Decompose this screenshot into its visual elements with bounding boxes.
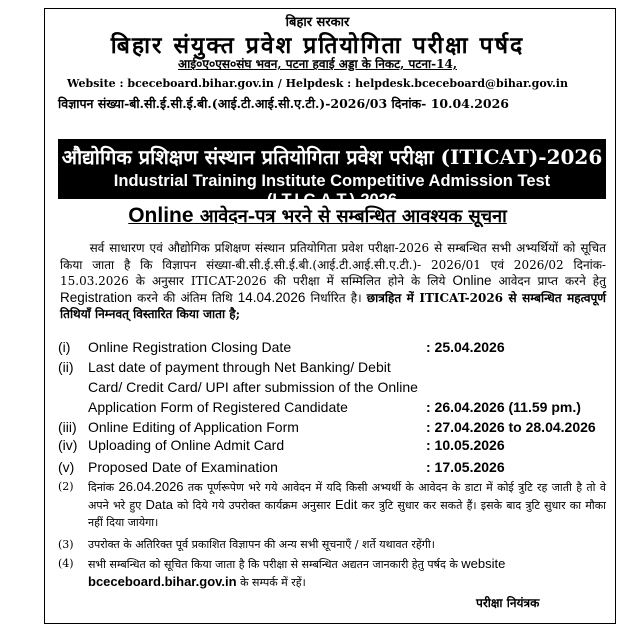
banner-hindi-title: औद्योगिक प्रशिक्षण संस्थान प्रतियोगिता प्रवेश परीक्षा (ITICAT)-2026 <box>61 145 603 169</box>
intro-online: Online <box>452 273 492 288</box>
schedule-number: (i) <box>58 339 71 355</box>
schedule-date: : 26.04.2026 (11.59 pm.) <box>426 399 581 415</box>
intro-bold-tail: छात्रहित में ITICAT-2026 से सम्बन्धित महत्वपूर्ण तिथियाँ निम्नवत् विस्तारित किया जाता है; <box>60 290 606 321</box>
schedule-label: Online Editing of Application Form <box>88 419 299 435</box>
intro-registration: Registration <box>60 289 133 305</box>
board-name: बिहार संयुक्त प्रवेश प्रतियोगिता परीक्षा पर्षद <box>110 32 525 59</box>
schedule-label-line-2: Card/ Credit Card/ UPI after submission of the Online <box>88 379 418 395</box>
note-text <box>88 555 606 591</box>
schedule-date: : 27.04.2026 to 28.04.2026 <box>426 419 596 435</box>
schedule-label: Online Registration Closing Date <box>88 339 292 355</box>
schedule-number: (iii) <box>58 419 77 435</box>
note-data: Data <box>145 497 173 512</box>
note-number: (4) <box>58 557 74 570</box>
title-banner <box>58 139 606 209</box>
schedule-date: : 10.05.2026 <box>426 437 505 453</box>
intro-part-2: आवेदन प्राप्त करने हेतु <box>491 274 606 288</box>
note-part: तक पूर्णरूपेण भरे गये आवेदन में यदि किसी अभ्यर्थी के आवेदन के डाटा में कोई त्रुटि रह जाती है तो वे अपने भरे हुए <box>88 481 606 512</box>
website-link[interactable]: bceceboard.bihar.gov.in <box>127 77 274 90</box>
schedule-number: (iv) <box>58 437 78 453</box>
subject-text: आवेदन-पत्र भरने से सम्बन्धित आवश्यक सूचना <box>193 206 507 227</box>
government-label: बिहार सरकार <box>285 15 350 30</box>
intro-part-1: सर्व साधारण एवं औद्योगिक प्रशिक्षण संस्थान प्रतियोगिता प्रवेश परीक्षा-2026 से सम्बन्धित सभी अभ्यर्थियों को सूचित किया जाता है कि विज्ञापन संख्या-बी.सी.ई.सी.ई.बी.(आई.टी.आई.सी.ए.टी.)- 2026/01 एवं 2026/02 दिनांक- 15.03.2026 के अनुसार ITICAT-2026 की परीक्षा में सम्मिलित होने के लिये <box>60 241 606 288</box>
schedule-label-line-3: Application Form of Registered Candidate <box>88 399 348 415</box>
note-part: सभी सम्बन्धित को सूचित किया जाता है कि परीक्षा से सम्बन्धित अद्यतन जानकारी हेतु पर्षद के <box>88 558 462 571</box>
schedule-number: (v) <box>58 459 75 475</box>
note-item <box>58 536 606 554</box>
note-website-link[interactable]: bceceboard.bihar.gov.in <box>88 574 237 589</box>
subject-online: Online <box>128 204 194 227</box>
controller-signature: परीक्षा नियंत्रक <box>476 596 540 610</box>
note-part: दिनांक <box>88 481 119 494</box>
intro-part-3: करने की अंतिम तिथि <box>132 290 238 305</box>
intro-last-date: 14.04.2026 <box>237 289 306 305</box>
note-part: को दिये गये उपरोक्त कार्यक्रम अनुसार <box>172 499 335 512</box>
intro-paragraph <box>60 240 606 323</box>
schedule-label: Proposed Date of Examination <box>88 459 278 475</box>
note-website-word: website <box>461 556 506 571</box>
note-part: के सम्पर्क में रहें। <box>236 576 306 589</box>
schedule-date: : 17.05.2026 <box>426 459 505 475</box>
schedule-label-line-1: Last date of payment through Net Banking/ Debit <box>88 359 391 375</box>
advertisement-number: विज्ञापन संख्या-बी.सी.ई.सी.ई.बी.(आई.टी.आई.सी.ए.टी.)-2026/03 दिनांक- 10.04.2026 <box>58 96 509 111</box>
schedule-number: (ii) <box>58 359 74 375</box>
note-date: 26.04.2026 <box>118 479 184 494</box>
schedule-date: : 25.04.2026 <box>426 339 505 355</box>
note-edit: Edit <box>335 497 358 512</box>
note-part: कर त्रुटि सुधार कर सकते हैं। इसके बाद त्रुटि सुधार का मौका नहीं दिया जायेगा। <box>88 499 607 529</box>
helpdesk-email[interactable]: helpdesk.bceceboard@bihar.gov.in <box>355 77 568 90</box>
intro-part-4: निर्धारित है। <box>305 290 367 305</box>
banner-english-title: Industrial Training Institute Competitive Admission Test (I.T.I.C.A.T.)-2026 <box>113 172 551 209</box>
note-number: (3) <box>58 538 74 551</box>
note-text <box>88 478 606 531</box>
helpdesk-label: / Helpdesk : <box>277 77 352 90</box>
notice-subject <box>0 204 635 228</box>
website-label: Website : <box>67 77 124 90</box>
note-number: (2) <box>58 480 74 493</box>
schedule-label: Uploading of Online Admit Card <box>88 437 285 453</box>
note-text: उपरोक्त के अतिरिक्त पूर्व प्रकाशित विज्ञापन की अन्य सभी सूचनाएँ / शर्ते यथावत रहेंगी। <box>88 538 435 551</box>
note-item <box>58 555 606 593</box>
note-item <box>58 478 606 534</box>
contact-line <box>0 77 635 90</box>
board-address: आई०ए०एस०संघ भवन, पटना हवाई अड्डा के निकट, पटना-14, <box>177 57 458 71</box>
